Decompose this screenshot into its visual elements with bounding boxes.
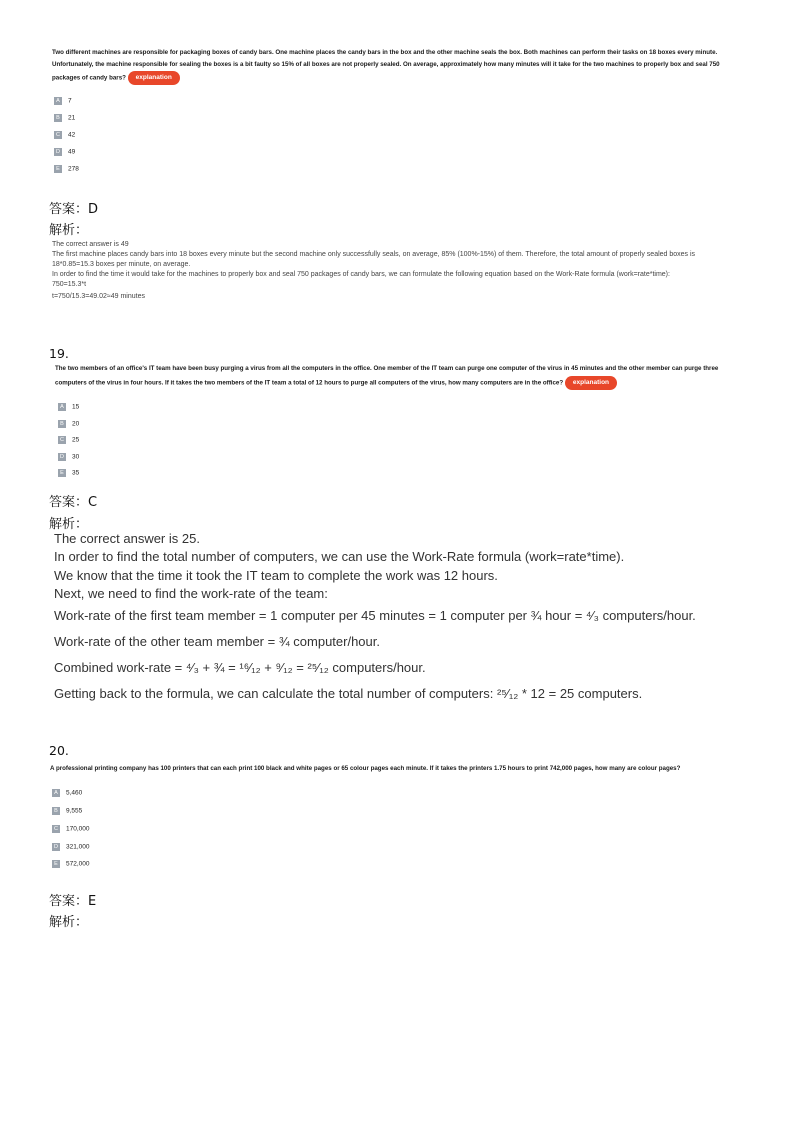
option-value: 21 [68, 114, 76, 122]
option-value: 278 [68, 165, 79, 173]
q19-text-line2 [55, 376, 617, 390]
option-letter-icon: D [54, 148, 62, 156]
q19-explanation-button[interactable]: explanation [565, 376, 617, 390]
q18-text-line2: Unfortunately, the machine responsible for sealing the boxes is a bit faulty so 15% of all boxes are not properly sealed. On average, approximately how many minutes will it take for the two machines to properly box and seal 750 [52, 61, 720, 68]
q18-option-d[interactable] [54, 148, 75, 158]
q19-option-e[interactable] [58, 469, 79, 479]
q18-option-c[interactable] [54, 131, 75, 141]
q19-analysis-line: Work-rate of the first team member = 1 computer per 45 minutes = 1 computer per ¾ hour = ⁴⁄₃ computers/hour. [54, 608, 696, 623]
option-value: 572,000 [66, 860, 90, 868]
q20-option-b[interactable] [52, 807, 82, 817]
option-letter-icon: E [54, 165, 62, 173]
q18-analysis-line: The correct answer is 49 [52, 241, 129, 248]
q18-explanation-button[interactable]: explanation [128, 71, 180, 85]
option-letter-icon: D [58, 453, 66, 461]
q18-analysis-line: 18*0.85=15.3 boxes per minute, on average. [52, 261, 191, 268]
q19-analysis-line: Next, we need to find the work-rate of the team: [54, 586, 328, 601]
option-value: 25 [72, 436, 80, 444]
q19-option-b[interactable] [58, 420, 79, 430]
q18-text-line3-label: packages of candy bars? [52, 74, 126, 82]
option-letter-icon: E [52, 860, 60, 868]
q19-option-a[interactable] [58, 403, 79, 413]
q19-answer: 答案：C [49, 495, 98, 510]
option-letter-icon: B [58, 420, 66, 428]
q18-analysis-line: t=750/15.3=49.02≈49 minutes [52, 293, 145, 300]
q18-option-e[interactable] [54, 165, 79, 175]
q20-number: 20. [49, 743, 69, 758]
option-letter-icon: E [58, 469, 66, 477]
q19-analysis-line: In order to find the total number of computers, we can use the Work-Rate formula (work=rate*time). [54, 549, 625, 564]
q19-analysis-line: The correct answer is 25. [54, 531, 200, 546]
q19-analysis-label: 解析： [49, 517, 89, 532]
option-value: 42 [68, 131, 76, 139]
q18-analysis-line: In order to find the time it would take for the machines to properly box and seal 750 packages of candy bars, we can formulate the following equation based on the Work-Rate formula (work=rate*time): [52, 271, 670, 278]
option-value: 20 [72, 420, 80, 428]
option-letter-icon: B [54, 114, 62, 122]
q18-option-b[interactable] [54, 114, 75, 124]
option-letter-icon: C [58, 436, 66, 444]
option-value: 170,000 [66, 825, 90, 833]
q20-analysis-label: 解析： [49, 915, 89, 930]
option-letter-icon: A [58, 403, 66, 411]
q19-option-c[interactable] [58, 436, 79, 446]
option-value: 321,000 [66, 843, 90, 851]
q19-option-d[interactable] [58, 453, 79, 463]
q19-analysis-line: We know that the time it took the IT team to complete the work was 12 hours. [54, 568, 498, 583]
option-value: 49 [68, 148, 76, 156]
option-letter-icon: A [54, 97, 62, 105]
q18-option-a[interactable] [54, 97, 72, 107]
q19-analysis-line: Getting back to the formula, we can calculate the total number of computers: ²⁵⁄₁₂ * 12 = 25 computers. [54, 686, 643, 701]
option-value: 35 [72, 469, 80, 477]
q18-text-line1: Two different machines are responsible for packaging boxes of candy bars. One machine places the candy bars in the box and the other machine seals the box. Both machines can perform their tasks on 18 boxes every minute. [52, 49, 718, 56]
q19-text-line2-label: computers of the virus in four hours. If it takes the two members of the IT team a total of 12 hours to purge all computers of the virus, how many computers are in the office? [55, 379, 564, 387]
q19-number: 19. [49, 346, 69, 361]
q19-text-line1: The two members of an office's IT team have been busy purging a virus from all the computers in the office. One member of the IT team can purge one computer of the virus in 45 minutes and the other member can purge three [55, 365, 719, 372]
q18-text-line3 [52, 71, 180, 85]
q18-analysis-line: 750=15.3*t [52, 281, 87, 288]
q20-text-line1: A professional printing company has 100 printers that can each print 100 black and white pages or 65 colour pages each minute. If it takes the printers 1.75 hours to print 742,000 pages, how many are colour pages? [50, 765, 681, 772]
option-letter-icon: B [52, 807, 60, 815]
option-value: 9,555 [66, 807, 83, 815]
q19-analysis-line: Combined work-rate = ⁴⁄₃ + ¾ = ¹⁶⁄₁₂ + ⁹⁄₁₂ = ²⁵⁄₁₂ computers/hour. [54, 660, 426, 675]
option-value: 5,460 [66, 789, 83, 797]
q18-answer: 答案：D [49, 202, 99, 217]
q18-analysis-line: The first machine places candy bars into 18 boxes every minute but the second machine only successfully seals, on average, 85% (100%-15%) of them. Therefore, the total amount of properly sealed boxes is [52, 251, 696, 258]
q20-option-a[interactable] [52, 789, 82, 799]
option-letter-icon: C [52, 825, 60, 833]
option-letter-icon: C [54, 131, 62, 139]
option-value: 15 [72, 403, 80, 411]
option-letter-icon: A [52, 789, 60, 797]
q19-analysis-line: Work-rate of the other team member = ¾ computer/hour. [54, 634, 380, 649]
q20-option-d[interactable] [52, 843, 90, 853]
option-value: 7 [68, 97, 72, 105]
q20-answer: 答案：E [49, 894, 97, 909]
option-letter-icon: D [52, 843, 60, 851]
q20-option-c[interactable] [52, 825, 90, 835]
q18-analysis-label: 解析： [49, 223, 89, 238]
option-value: 30 [72, 453, 80, 461]
q20-option-e[interactable] [52, 860, 90, 870]
